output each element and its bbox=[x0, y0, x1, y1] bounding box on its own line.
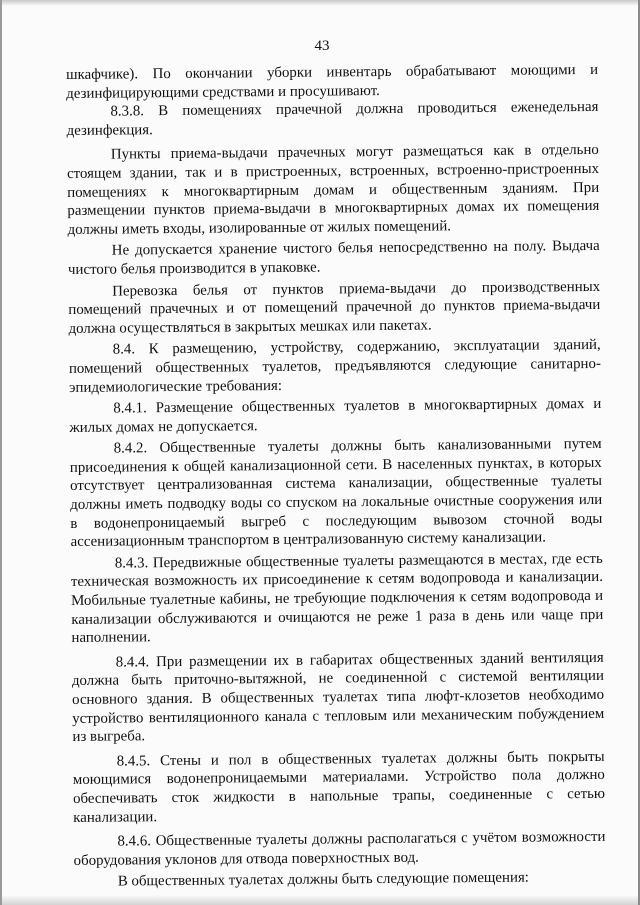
scan-top-edge bbox=[2, 0, 638, 6]
paragraph-linen-storage: Не допускается хранение чистого белья непосредственно на полу. Выдача чистого белья производится в упаковке. bbox=[67, 238, 600, 278]
paragraph-continuation: шкафчике). По окончании уборки инвентарь обрабатывают моющими и дезинфицирующими средствами и просушивают. bbox=[66, 61, 599, 102]
paragraph-8-4-4: 8.4.4. При размещении их в габаритах общественных зданий вентиляция должна быть приточно-вытяжной, не соединенной с системой вентиляции основного здания. В общественных туалетах типа люфт-клозетов необходимо устройство вентиляционного канала с тепловым или механическим побуждением из выгреба. bbox=[71, 649, 605, 746]
paragraph-laundry-points: Пункты приема-выдачи прачечных могут размещаться как в отдельно стоящем здании, так и в пристроенных, встроенных, встроенно-пристроенных помещениях к многоквартирным домам и общественным зданиям. При размещении пунктов приема-выдачи в многоквартирных домах их помещения должны иметь входы, изолированные от жилых помещений. bbox=[66, 142, 600, 238]
paragraph-8-4-2: 8.4.2. Общественные туалеты должны быть канализованными путем присоединения к общей канализационной сети. В населенных пунктах, в которых отсутствует централизованная система канализации, общественные туалеты должны иметь подводку воды со спуском на локальные очистные сооружения или в водонепроницаемый выгреб с последующим вывозом сточной воды ассенизационным транспортом в централизованную систему канализации. bbox=[69, 436, 603, 551]
paragraph-required-rooms: В общественных туалетах должны быть следующие помещения: bbox=[117, 869, 529, 890]
document-body bbox=[66, 61, 606, 892]
scan-bottom-edge bbox=[2, 895, 638, 905]
paragraph-linen-transport: Перевозка белья от пунктов приема-выдачи до производственных помещений прачечных и от помещений прачечной до пунктов приема-выдачи должна осуществляться в закрытых мешках или пакетах. bbox=[68, 278, 601, 337]
paragraph-8-4-6: 8.4.6. Общественные туалеты должны располагаться с учётом возможности оборудования уклонов для отвода поверхностных вод. bbox=[73, 829, 606, 869]
paragraph-8-3-8: 8.3.8. В помещениях прачечной должна проводиться еженедельная дезинфекция. bbox=[66, 99, 599, 139]
page-number: 43 bbox=[314, 38, 330, 54]
paragraph-8-4-3: 8.4.3. Передвижные общественные туалеты размещаются в местах, где есть техническая возможность их присоединение к сетям водопровода и канализации. Мобильные туалетные кабины, не требующие подключения к сетям водопровода и канализации обслуживаются и очищаются не реже 1 раза в день или чаще при наполнении. bbox=[70, 550, 604, 647]
paragraph-8-4: 8.4. К размещению, устройству, содержанию, эксплуатации зданий, помещений общественных туалетов, предъявляются следующие санитарно-эпидемиологические требования: bbox=[68, 337, 601, 396]
paragraph-8-4-5: 8.4.5. Стены и пол в общественных туалетах должны быть покрыты моющимися водонепроницаемыми материалами. Устройство пола должно обеспечивать сток жидкости в напольные трапы, соединенные с сетью канализации. bbox=[72, 748, 606, 826]
paragraph-8-4-1: 8.4.1. Размещение общественных туалетов в многоквартирных домах и жилых домах не допускается. bbox=[69, 395, 602, 436]
